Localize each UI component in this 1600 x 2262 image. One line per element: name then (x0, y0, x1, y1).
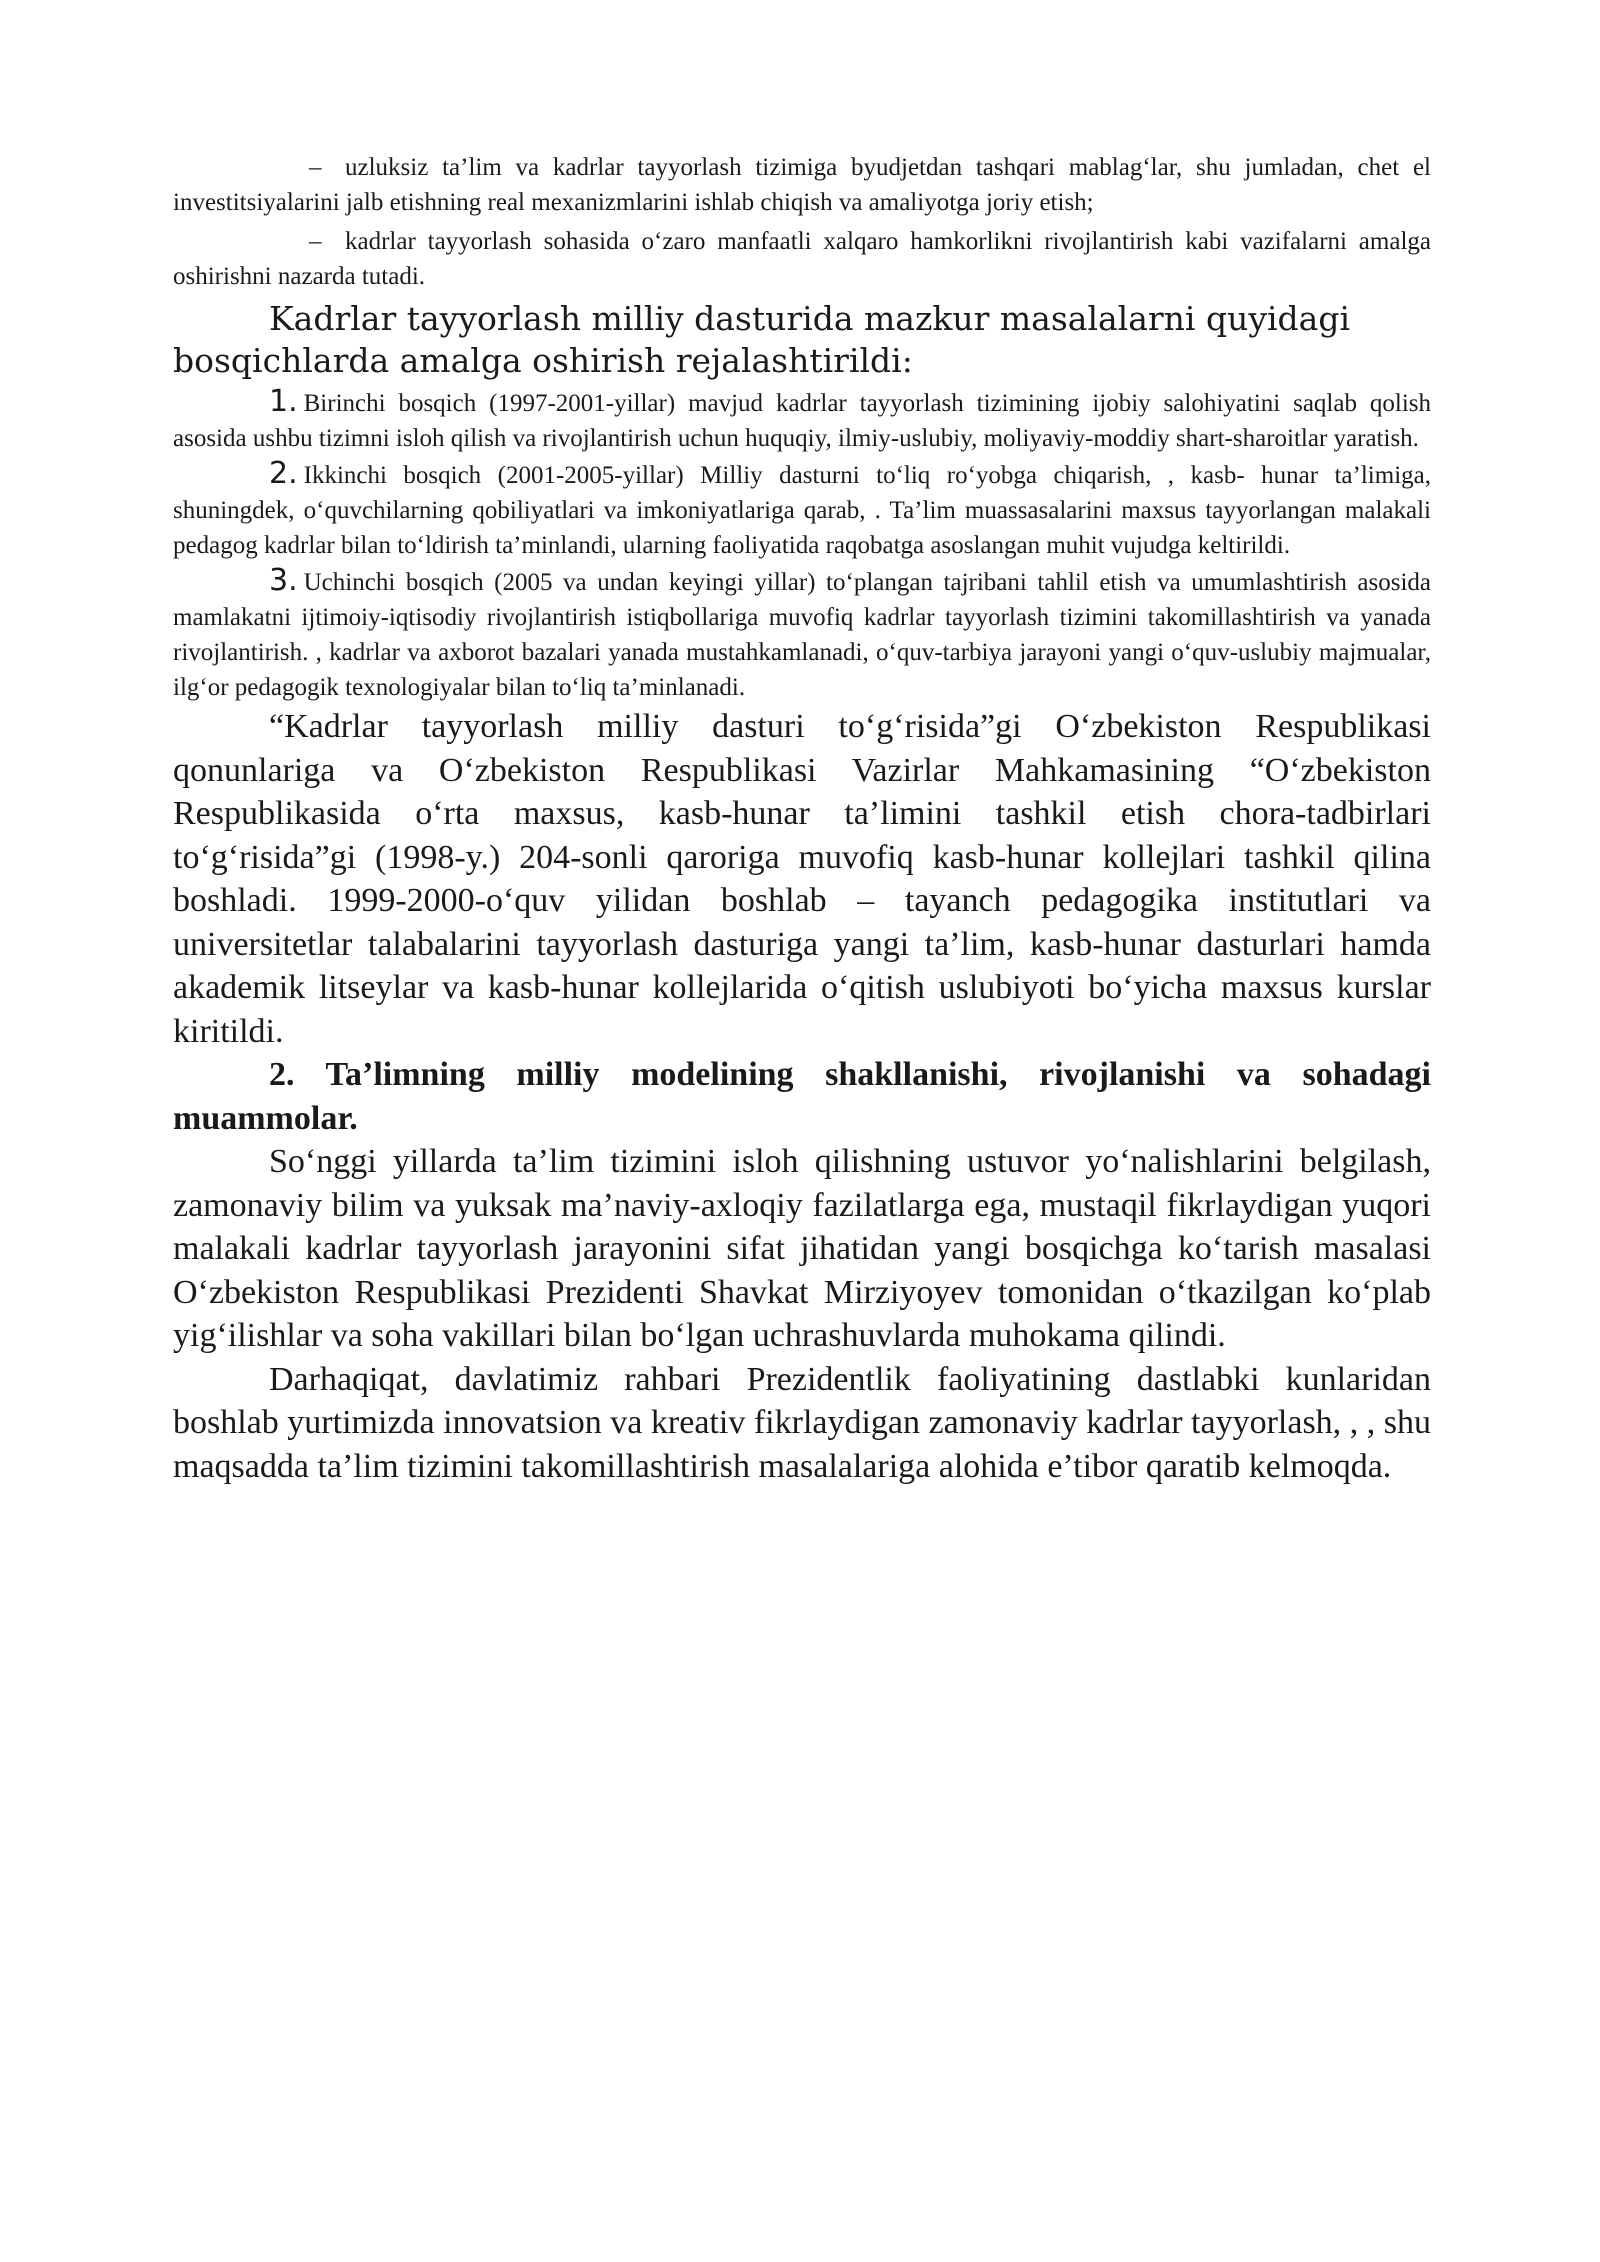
bullet-item (173, 224, 1431, 294)
bullet-item (173, 150, 1431, 220)
section-heading: 2. Ta’limning milliy modelining shakllanishi, rivojlanishi va sohadagi muammolar. (173, 1056, 1431, 1137)
document-page (173, 150, 1431, 1488)
bullet-text: kadrlar tayyorlash sohasida o‘zaro manfaatli xalqaro hamkorlikni rivojlantirish kabi vazifalarni amalga oshirishni nazarda tutadi. (173, 228, 1431, 290)
body-paragraph: “Kadrlar tayyorlash milliy dasturi to‘g‘risida”gi O‘zbekiston Respublikasi qonunlariga va O‘zbekiston Respublikasi Vazirlar Mahkamasining “O‘zbekiston Respublikasida o‘rta maxsus, kasb-hunar ta’limini tashkil etish chora-tadbirlari to‘g‘risida”gi (1998-y.) 204-sonli qaroriga muvofiq kasb-hunar kollejlari tashkil qilina boshladi. 1999-2000-o‘quv yilidan boshlab – tayanch pedagogika institutlari va universitetlar talabalarini tayyorlash dasturiga yangi ta’lim, kasb-hunar dasturlari hamda akademik litseylar va kasb-hunar kollejlarida o‘qitish uslubiyoti bo‘yicha maxsus kurslar kiritildi. (173, 708, 1431, 1050)
stage-number: 2. (269, 456, 298, 491)
stage-text: Uchinchi bosqich (2005 va undan keyingi yillar) to‘plangan tajribani tahlil etish va umumlashtirish asosida mamlakatni ijtimoiy-iqtisodiy rivojlantirish istiqbollariga muvofiq kadrlar tayyorlash tizimini takomillashtirish va yanada rivojlantirish. , kadrlar va axborot bazalari yanada mustahkamlanadi, o‘quv-tarbiya jarayoni yangi o‘quv-uslubiy majmualar, ilg‘or pedagogik texnologiyalar bilan to‘liq ta’minlanadi. (173, 569, 1431, 701)
stage-number: 3. (269, 563, 298, 598)
body-paragraph: So‘nggi yillarda ta’lim tizimini isloh qilishning ustuvor yo‘nalishlarini belgilash, zamonaviy bilim va yuksak ma’naviy-axloqiy fazilatlarga ega, mustaqil fikrlaydigan yuqori malakali kadrlar tayyorlash jarayonini sifat jihatidan yangi bosqichga ko‘tarish masalasi O‘zbekiston Respublikasi Prezidenti Shavkat Mirziyoyev tomonidan o‘tkazilgan ko‘plab yig‘ilishlar va soha vakillari bilan bo‘lgan uchrashuvlarda muhokama qilindi. (173, 1143, 1431, 1354)
dash-marker: – (309, 228, 322, 255)
stage-item (173, 456, 1431, 563)
intro-paragraph: Kadrlar tayyorlash milliy dasturida mazkur masalalarni quyidagi bosqichlarda amalga oshirish rejalashtirildi: (173, 299, 1351, 380)
stage-item (173, 563, 1431, 705)
stage-number: 1. (269, 384, 298, 419)
bullet-text: uzluksiz ta’lim va kadrlar tayyorlash tizimiga byudjetdan tashqari mablag‘lar, shu jumladan, chet el investitsiyalarini jalb etishning real mexanizmlarini ishlab chiqish va amaliyotga joriy etish; (173, 154, 1431, 216)
stage-text: Ikkinchi bosqich (2001-2005-yillar) Milliy dasturni to‘liq ro‘yobga chiqarish, , kasb- hunar ta’limiga, shuningdek, o‘quvchilarning qobiliyatlari va imkoniyatlariga qarab, . Ta’lim muassasalarini maxsus tayyorlangan malakali pedagog kadrlar bilan to‘ldirish ta’minlandi, ularning faoliyatida raqobatga asoslangan muhit vujudga keltirildi. (173, 462, 1431, 559)
stage-text: Birinchi bosqich (1997-2001-yillar) mavjud kadrlar tayyorlash tizimining ijobiy salohiyatini saqlab qolish asosida ushbu tizimni isloh qilish va rivojlantirish uchun huquqiy, ilmiy-uslubiy, moliyaviy-moddiy shart-sharoitlar yaratish. (173, 390, 1431, 452)
stage-item (173, 384, 1431, 456)
body-paragraph: Darhaqiqat, davlatimiz rahbari Prezidentlik faoliyatining dastlabki kunlaridan boshlab yurtimizda innovatsion va kreativ fikrlaydigan zamonaviy kadrlar tayyorlash, , , shu maqsadda ta’lim tizimini takomillashtirish masalalariga alohida e’tibor qaratib kelmoqda. (173, 1360, 1431, 1485)
dash-marker: – (309, 154, 322, 181)
